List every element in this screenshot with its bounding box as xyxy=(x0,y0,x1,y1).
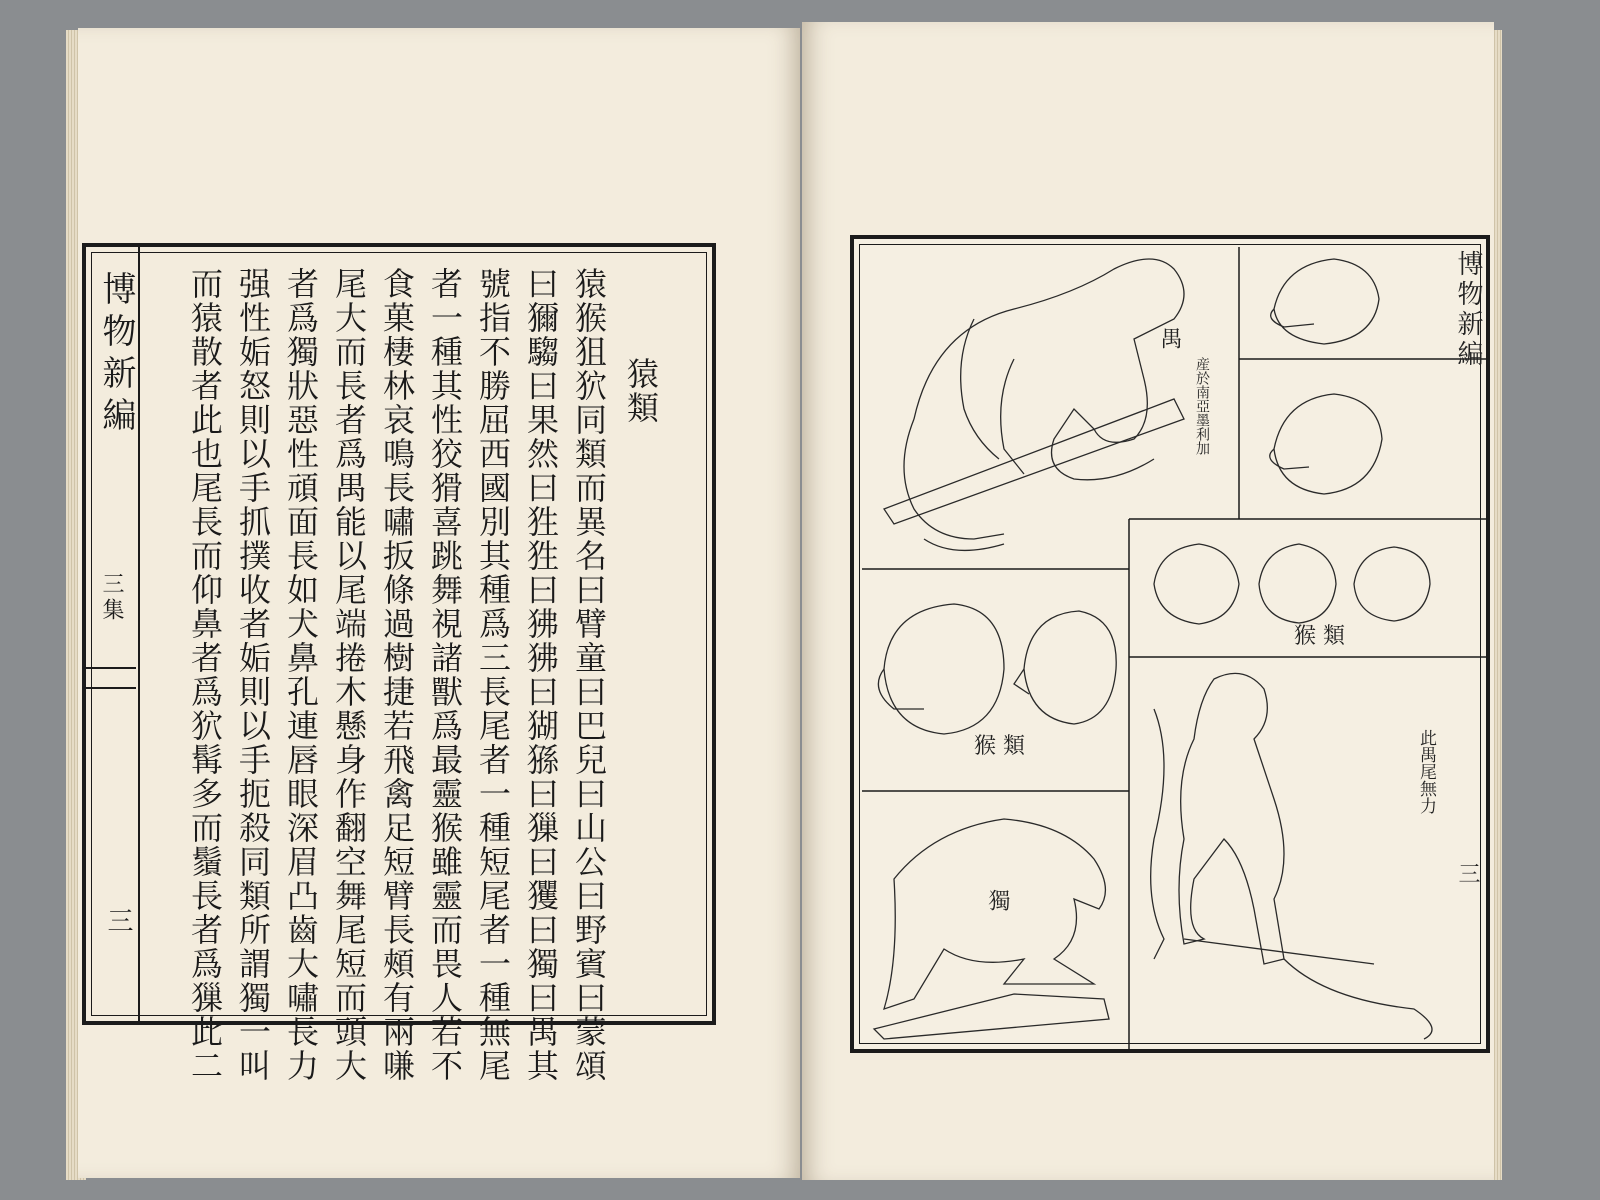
folio-right: 三 xyxy=(1455,862,1480,884)
illustration-frame xyxy=(850,235,1490,1053)
text-column-2: 曰獮騶曰果然曰狌狌曰狒狒曰猢猻曰㺐曰玃曰獨曰禺其 xyxy=(522,267,560,1083)
text-column-6: 尾大而長者爲禺能以尾端捲木懸身作翻空舞尾短而頭大 xyxy=(330,267,368,1083)
margin-strip xyxy=(86,247,140,1021)
baboon-drawing xyxy=(874,819,1109,1039)
folio-left: 三 xyxy=(103,907,133,933)
caption-heads-top: 猴 類 xyxy=(1294,624,1345,649)
section-heading: 猿類 xyxy=(622,357,660,425)
text-column-4: 者一種其性狡猾喜跳舞視諸獸爲最靈猴雖靈而畏人若不 xyxy=(426,267,464,1083)
monkey-heads-top-drawing xyxy=(1270,259,1382,494)
right-edge-title: 博物新編 xyxy=(1453,250,1483,370)
text-column-8: 强性姤怒則以手抓撲收者姤則以手扼殺同類所謂獨一叫 xyxy=(234,267,272,1083)
caption-standing-monkey: 此禺尾無力 xyxy=(1416,729,1436,814)
fishtail-mark xyxy=(86,667,136,689)
running-volume: 三集 xyxy=(99,572,124,624)
standing-monkey-drawing xyxy=(1151,673,1432,1039)
caption-baboon: 獨 xyxy=(985,889,1010,911)
caption-monkey-tree: 禺 xyxy=(1157,327,1182,349)
text-column-9: 而猿散者此也尾長而仰鼻者爲狖髯多而鬚長者爲㺐此二 xyxy=(186,267,224,1083)
running-title: 博物新編 xyxy=(96,271,136,439)
text-column-1: 猿猴狙狖同類而異名曰臂童曰巴兒曰山公曰野賓曰蒙頌 xyxy=(570,267,608,1083)
text-column-7: 者爲獨狀惡性頑面長如犬鼻孔連唇眼深眉凸齒大嘯長力 xyxy=(282,267,320,1083)
monkey-heads-row-drawing xyxy=(1154,544,1430,624)
monkey-heads-mid-drawing xyxy=(878,604,1116,734)
text-column-3: 號指不勝屈西國別其種爲三長尾者一種短尾者一種無尾 xyxy=(474,267,512,1083)
monkey-on-branch-drawing xyxy=(884,259,1184,550)
illustration-panels xyxy=(854,239,1494,1057)
caption-heads-mid: 猴 類 xyxy=(974,734,1025,759)
text-column-5: 食菓棲林哀鳴長嘯扳條過樹捷若飛禽足短臂長頰有兩嗛 xyxy=(378,267,416,1083)
caption-monkey-tree-note: 産於南亞墨利加 xyxy=(1194,357,1210,455)
text-frame xyxy=(82,243,716,1083)
